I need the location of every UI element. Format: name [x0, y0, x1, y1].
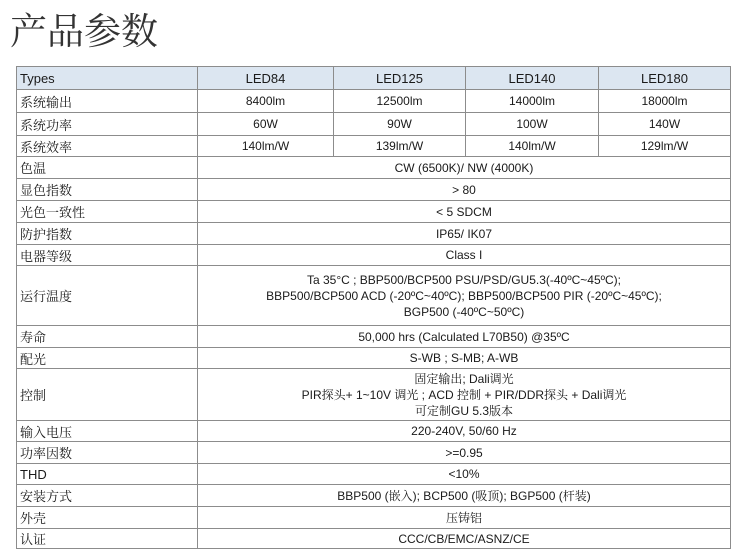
input-voltage-value: 220-240V, 50/60 Hz: [198, 421, 731, 442]
control-value: [198, 369, 731, 421]
light-distribution-value: S-WB ; S-MB; A-WB: [198, 348, 731, 369]
system-output-led125: 12500lm: [334, 90, 466, 113]
operating-temperature-line: BGP500 (-40ºC~50ºC): [403, 304, 525, 319]
electrical-class-label: 电器等级: [17, 245, 198, 266]
certification-value: CCC/CB/EMC/ASNZ/CE: [198, 529, 731, 549]
system-power-led180: 140W: [599, 113, 731, 136]
light-distribution-label: 配光: [17, 348, 198, 369]
system-efficacy-led125: 139lm/W: [334, 136, 466, 157]
system-output-label: 系统输出: [17, 90, 198, 113]
thd-label: THD: [17, 464, 198, 485]
system-output-led140: 14000lm: [466, 90, 599, 113]
power-factor-value: >=0.95: [198, 442, 731, 464]
color-consistency-value: < 5 SDCM: [198, 201, 731, 223]
system-power-led84: 60W: [198, 113, 334, 136]
housing-label: 外壳: [17, 507, 198, 529]
protection-rating-value: IP65/ IK07: [198, 223, 731, 245]
color-rendering-index-label: 显色指数: [17, 179, 198, 201]
header-led125: LED125: [334, 67, 466, 90]
system-efficacy-led140: 140lm/W: [466, 136, 599, 157]
operating-temperature-value: [198, 266, 731, 326]
mounting-method-label: 安装方式: [17, 485, 198, 507]
header-led84: LED84: [198, 67, 334, 90]
lifetime-value: 50,000 hrs (Calculated L70B50) @35ºC: [198, 326, 731, 348]
color-temperature-value: CW (6500K)/ NW (4000K): [198, 157, 731, 179]
color-rendering-index-value: > 80: [198, 179, 731, 201]
header-led180: LED180: [599, 67, 731, 90]
operating-temperature-label: 运行温度: [17, 266, 198, 326]
electrical-class-value: Class I: [198, 245, 731, 266]
header-led140: LED140: [466, 67, 599, 90]
system-efficacy-label: 系统效率: [17, 136, 198, 157]
system-output-led180: 18000lm: [599, 90, 731, 113]
system-power-label: 系统功率: [17, 113, 198, 136]
color-temperature-label: 色温: [17, 157, 198, 179]
header-types: Types: [17, 67, 198, 90]
page-title: 产品参数: [10, 10, 158, 53]
control-line: 固定输出; Dali调光: [414, 371, 514, 386]
protection-rating-label: 防护指数: [17, 223, 198, 245]
system-output-led84: 8400lm: [198, 90, 334, 113]
control-line: PIR探头+ 1~10V 调光 ; ACD 控制 + PIR/DDR探头 + Dali调光: [301, 387, 627, 402]
system-efficacy-led180: 129lm/W: [599, 136, 731, 157]
spec-table: [16, 66, 731, 549]
control-label: 控制: [17, 369, 198, 421]
mounting-method-value: BBP500 (嵌入); BCP500 (吸顶); BGP500 (杆装): [198, 485, 731, 507]
certification-label: 认证: [17, 529, 198, 549]
system-power-led125: 90W: [334, 113, 466, 136]
control-line: 可定制GU 5.3版本: [414, 403, 514, 418]
power-factor-label: 功率因数: [17, 442, 198, 464]
thd-value: <10%: [198, 464, 731, 485]
input-voltage-label: 输入电压: [17, 421, 198, 442]
operating-temperature-line: Ta 35°C ; BBP500/BCP500 PSU/PSD/GU5.3(-40ºC~45ºC);: [306, 272, 622, 287]
operating-temperature-line: BBP500/BCP500 ACD (-20ºC~40ºC); BBP500/BCP500 PIR (-20ºC~45ºC);: [266, 288, 662, 303]
system-power-led140: 100W: [466, 113, 599, 136]
color-consistency-label: 光色一致性: [17, 201, 198, 223]
housing-value: 压铸铝: [198, 507, 731, 529]
system-efficacy-led84: 140lm/W: [198, 136, 334, 157]
lifetime-label: 寿命: [17, 326, 198, 348]
